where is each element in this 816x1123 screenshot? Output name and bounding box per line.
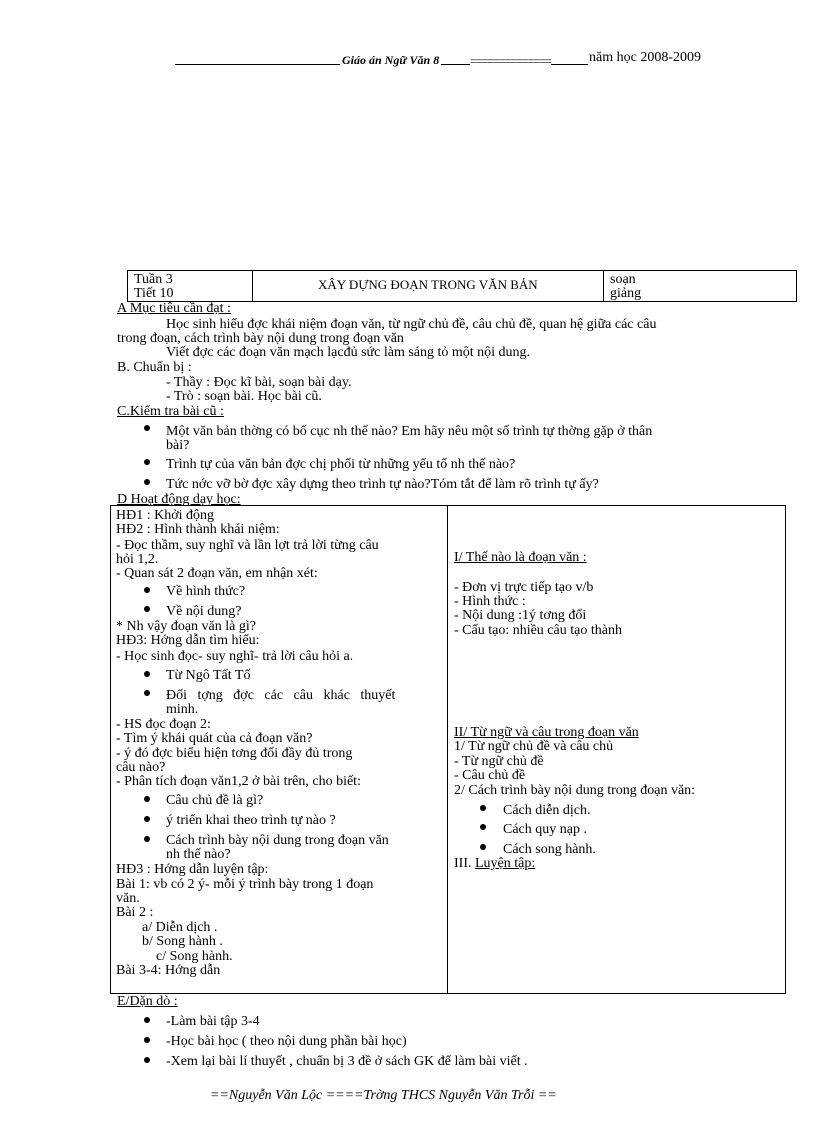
left-line: hỏi 1,2. [116, 552, 159, 567]
right-bullet: Cách diễn dịch. [503, 803, 591, 818]
right-line: 1/ Từ ngữ chủ đề và câu chủ [454, 739, 614, 754]
left-line: - HS đọc đoạn 2: [116, 717, 211, 732]
right-line: - Nội dung :1ý tơng đối [454, 608, 587, 623]
left-bullet-cont: nh thế nào? [166, 847, 231, 862]
left-line: c/ Song hành. [156, 949, 233, 964]
week-label: Tuần 3 [134, 272, 173, 287]
left-line: - ý đó đợc biểu hiện tơng đối đầy đủ trong [116, 746, 353, 761]
teach-label: giảng [610, 286, 642, 301]
review-question-3: Tức nớc vỡ bờ đợc xây dựng theo trình tự nào?Tóm tắt để làm rõ trình tự ấy? [166, 477, 599, 492]
left-line: văn. [116, 891, 140, 906]
left-line: HĐ2 : Hình thành khái niệm: [116, 522, 280, 537]
left-bullet: Về hình thức? [166, 584, 246, 599]
bullet-icon [144, 587, 150, 593]
header-year: năm học 2008-2009 [589, 50, 701, 65]
homework-1: -Làm bài tập 3-4 [166, 1014, 260, 1029]
right-heading-3-num: III. [454, 856, 475, 871]
bullet-icon [480, 844, 486, 850]
right-heading-1: I/ Thế nào là đoạn văn : [454, 550, 587, 565]
left-bullet: Câu chủ đề là gì? [166, 793, 264, 808]
right-line: - Từ ngữ chủ đề [454, 754, 544, 769]
left-line: - Tìm ý khái quát của cả đoạn văn? [116, 731, 313, 746]
bullet-icon [144, 425, 150, 431]
homework-3: -Xem lại bài lí thuyết , chuẩn bị 3 đề ở sách GK để làm bài viết . [166, 1054, 528, 1069]
objective-line-2: trong đoạn, cách trình bày nội dung trong đoạn văn [117, 331, 404, 346]
right-line: - Hình thức : [454, 594, 526, 609]
section-b-heading: B. Chuẩn bị : [117, 360, 192, 375]
right-line: 2/ Cách trình bày nội dung trong đoạn văn: [454, 783, 696, 798]
prep-label: soạn [610, 272, 636, 287]
left-line: Bài 1: vb có 2 ý- mỗi ý trình bày trong 1 đoạn [116, 877, 374, 892]
left-bullet-cont: minh. [166, 702, 199, 717]
bullet-icon [480, 824, 486, 830]
left-line: HĐ3: Hớng dẫn tìm hiểu: [116, 633, 260, 648]
activities-divider [447, 505, 448, 994]
header-title: Giáo án Ngữ Văn 8 [342, 53, 440, 67]
right-line: - Câu chủ đề [454, 768, 526, 783]
section-e-heading: E/Dặn dò : [117, 994, 178, 1009]
left-line: - Phân tích đoạn văn1,2 ở bài trên, cho biết: [116, 774, 361, 789]
bullet-icon [144, 796, 150, 802]
left-bullet: Cách trình bày nội dung trong đoạn văn [166, 833, 389, 848]
right-bullet: Cách song hành. [503, 842, 596, 857]
review-question-2: Trình tự của văn bản đợc chị phối từ những yếu tố nh thế nào? [166, 457, 516, 472]
bullet-icon [144, 1017, 150, 1023]
section-d-heading: D Hoạt động dạy học: [117, 492, 241, 507]
left-line: HĐ3 : Hớng dẫn luyện tập: [116, 862, 269, 877]
left-line: Bài 2 : [116, 905, 154, 920]
right-heading-2: II/ Từ ngữ và câu trong đoạn văn [454, 725, 639, 740]
right-bullet: Cách quy nạp . [503, 822, 587, 837]
left-line: - Quan sát 2 đoạn văn, em nhận xét: [116, 566, 318, 581]
bullet-icon [480, 805, 486, 811]
right-heading-3 [454, 857, 535, 871]
right-line: - Cấu tạo: nhiều câu tạo thành [454, 623, 622, 638]
homework-2: -Học bài học ( theo nội dung phần bài học) [166, 1034, 407, 1049]
bullet-icon [144, 1037, 150, 1043]
bullet-icon [144, 1057, 150, 1063]
left-line: câu nào? [116, 760, 166, 775]
bullet-icon [144, 459, 150, 465]
bullet-icon [144, 671, 150, 677]
bullet-icon [144, 479, 150, 485]
left-bullet: Từ Ngô Tất Tố [166, 668, 251, 683]
left-bullet: ý triển khai theo trình tự nào ? [166, 813, 336, 828]
left-bullet: Đối tợng đợc các câu khác thuyết [166, 688, 396, 703]
table-divider-2 [603, 270, 604, 302]
left-line: b/ Song hành . [142, 934, 223, 949]
review-question-1-cont: bài? [166, 438, 190, 453]
left-line: HĐ1 : Khởi động [116, 508, 215, 523]
header-dashes: ============== [470, 54, 551, 68]
period-label: Tiết 10 [134, 286, 174, 301]
section-a-heading: A Mục tiêu cần đạt : [117, 301, 231, 316]
bullet-icon [144, 690, 150, 696]
right-line: - Đơn vị trực tiếp tạo v/b [454, 580, 594, 595]
bullet-icon [144, 606, 150, 612]
left-line: Bài 3-4: Hớng dẫn [116, 963, 221, 978]
right-heading-3-label: Luyện tập: [475, 856, 536, 871]
table-divider-1 [252, 270, 253, 302]
objective-line-3: Viết đợc các đoạn văn mạch lạcđủ sức làm sáng tỏ một nội dung. [166, 345, 531, 360]
lesson-title: XÂY DỰNG ĐOẠN TRONG VĂN BẢN [318, 277, 538, 292]
teacher-prep: - Thầy : Đọc kĩ bài, soạn bài dạy. [166, 375, 352, 390]
bullet-icon [144, 836, 150, 842]
review-question-1: Một văn bản thờng có bố cục nh thế nào? Em hãy nêu một số trình tự thờng gặp ở thân [166, 424, 653, 439]
left-line: - Đọc thầm, suy nghĩ và lần lợt trả lời từng câu [116, 538, 379, 553]
bullet-icon [144, 816, 150, 822]
section-c-heading: C.Kiểm tra bài cũ : [117, 404, 224, 419]
left-bullet: Về nội dung? [166, 604, 242, 619]
left-line: - Học sinh đọc- suy nghĩ- trả lời câu hỏi a. [116, 649, 354, 664]
footer-text: ==Nguyễn Văn Lộc ====Trờng THCS Nguyễn Văn Trỗi == [210, 1088, 557, 1103]
objective-line-1: Học sinh hiểu đợc khái niệm đoạn văn, từ ngữ chủ đề, câu chủ đề, quan hệ giữa các câu [166, 317, 657, 332]
left-line: a/ Diễn dịch . [142, 920, 218, 935]
left-line: * Nh vậy đoạn văn là gì? [116, 619, 256, 634]
student-prep: - Trò : soạn bài. Học bài cũ. [166, 389, 322, 404]
